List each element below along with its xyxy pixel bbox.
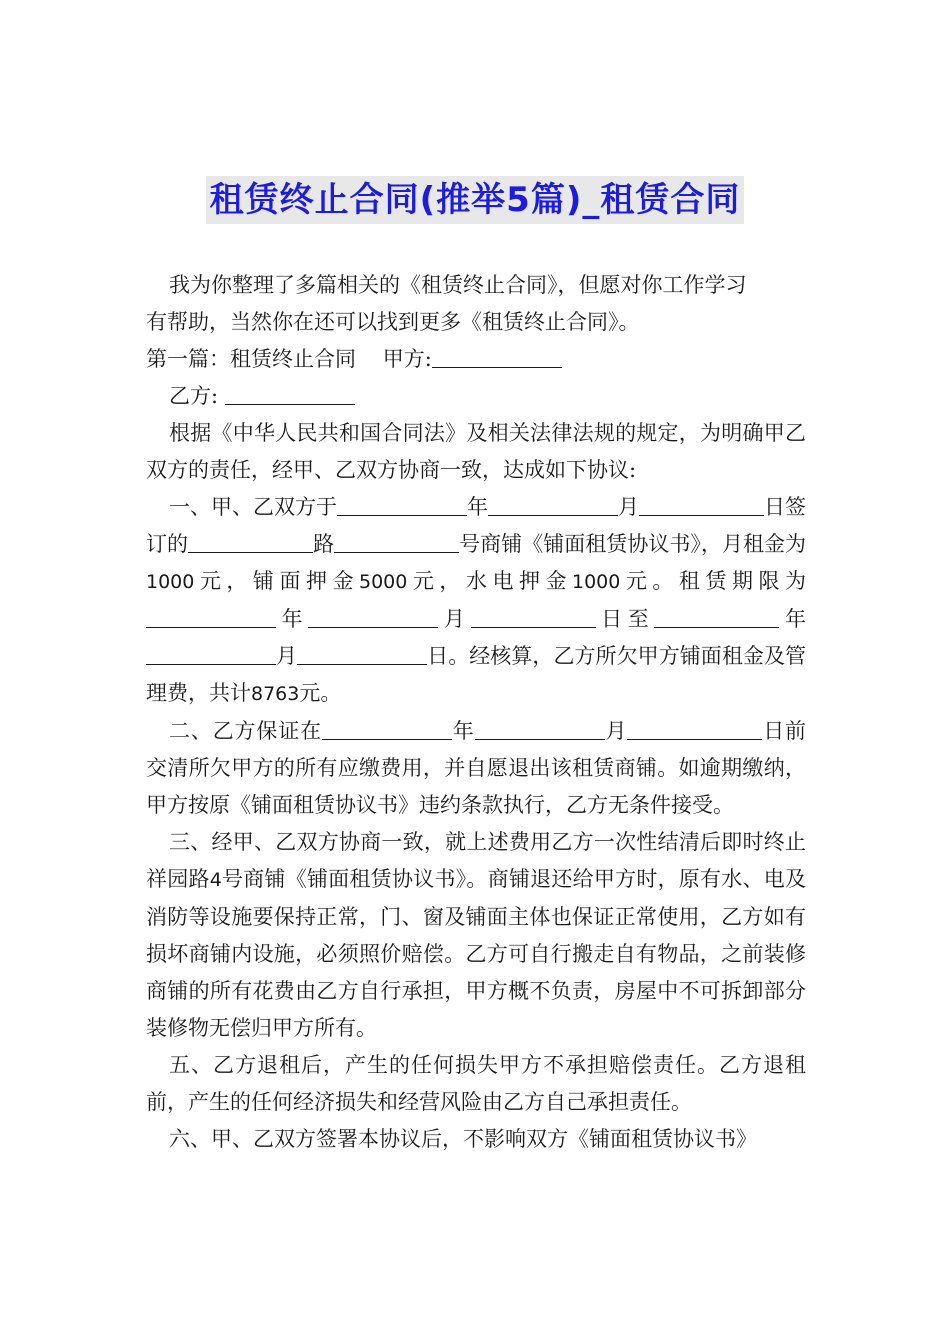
party-b-blank [225, 382, 355, 405]
lease-start-year-blank [146, 605, 276, 628]
party-a-blank [432, 345, 562, 368]
clause-3-text: 三、经甲、乙双方协商一致，就上述费用乙方一次性结清后即时终止祥园路 [146, 830, 806, 891]
chapter-heading: 第一篇：租赁终止合同 [146, 347, 356, 371]
basis-paragraph: 根据《中华人民共和国合同法》及相关法律法规的规定，为明确甲乙双方的责任，经甲、乙双方协商一致，达成如下协议: [146, 421, 806, 482]
clause-5: 五、乙方退租后，产生的任何损失甲方不承担赔偿责任。乙方退租前，产生的任何经济损失和经营风险由乙方自己承担责任。 [146, 1053, 806, 1114]
shop-deposit-value: 5000 [359, 571, 408, 593]
sign-month-blank [488, 493, 618, 516]
party-b-label: 乙方: [169, 384, 225, 408]
clause-1-text: 元，水电押金 [407, 569, 572, 593]
shop-number-blank [334, 530, 459, 553]
shop-number-value: 4 [209, 869, 222, 891]
year-label: 年 [451, 719, 475, 743]
clause-2 [146, 713, 806, 824]
lease-start-day-blank [471, 605, 596, 628]
clause-1-text: 日签订的 [146, 495, 806, 556]
clause-1-text: 元，铺面押金 [194, 569, 359, 593]
pay-day-blank [627, 717, 762, 740]
clause-1-text: 元。 [299, 681, 342, 705]
title-container [0, 176, 950, 224]
clause-2-text: 二、乙方保证在 [169, 719, 322, 743]
party-a-label: 甲方: [382, 347, 432, 371]
document-title: 租赁终止合同(推举5篇)_租赁合同 [206, 176, 745, 224]
road-blank [188, 530, 313, 553]
lease-end-year-blank [654, 605, 779, 628]
sign-year-blank [337, 493, 467, 516]
owed-amount-value: 8763 [251, 683, 300, 705]
clause-3-text: 号商铺《铺面租赁协议书》。商铺退还给甲方时，原有水、电及消防等设施要保持正常，门、窗及铺面主体也保证正常使用，乙方如有损坏商铺内设施，必须照价赔偿。乙方可自行搬走自有物品，之前装修商铺的所有花费由乙方自行承担，甲方概不负责，房屋中不可拆卸部分装修物无偿归甲方所有。 [146, 867, 806, 1040]
lease-start-month-blank [308, 605, 438, 628]
month-label: 月 [604, 719, 628, 743]
pay-year-blank [322, 717, 452, 740]
clause-1-text: 一、甲、乙双方于 [169, 495, 337, 519]
intro-line-1: 我为你整理了多篇相关的《租赁终止合同》，但愿对你工作学习 [169, 273, 747, 297]
day-to-label: 日至 [595, 607, 655, 631]
party-b-line [146, 378, 806, 415]
clause-1-text: 元。租赁期限为 [620, 569, 806, 593]
month-label: 月 [438, 607, 471, 631]
year-label: 年 [467, 495, 488, 519]
pay-month-blank [475, 717, 605, 740]
monthly-rent-value: 1000 [146, 571, 195, 593]
road-label: 路 [313, 532, 335, 556]
clause-3 [146, 824, 806, 1047]
chapter-heading-line [146, 341, 806, 378]
month-label: 月 [276, 644, 298, 668]
intro-line-2: 有帮助，当然你在还可以找到更多《租赁终止合同》。 [146, 310, 640, 334]
clause-1-text: 日。经核算，乙方所欠甲方铺面租金及管理费，共计 [146, 644, 807, 705]
lease-end-day-blank [297, 642, 427, 665]
utility-deposit-value: 1000 [572, 571, 621, 593]
document-body [146, 267, 806, 1158]
lease-end-month-blank [146, 642, 276, 665]
year-label: 年 [779, 607, 806, 631]
sign-day-blank [639, 493, 764, 516]
clause-1 [146, 489, 806, 713]
intro-paragraph [146, 267, 806, 341]
month-label: 月 [618, 495, 639, 519]
clause-2-text: 日前交清所欠甲方的所有应缴费用，并自愿退出该租赁商铺。如逾期缴纳，甲方按原《铺面租赁协议书》违约条款执行，乙方无条件接受。 [146, 719, 807, 817]
year-label: 年 [276, 607, 309, 631]
clause-1-text: 号商铺《铺面租赁协议书》，月租金为 [459, 532, 807, 556]
clause-6: 六、甲、乙双方签署本协议后，不影响双方《铺面租赁协议书》 [169, 1127, 757, 1151]
